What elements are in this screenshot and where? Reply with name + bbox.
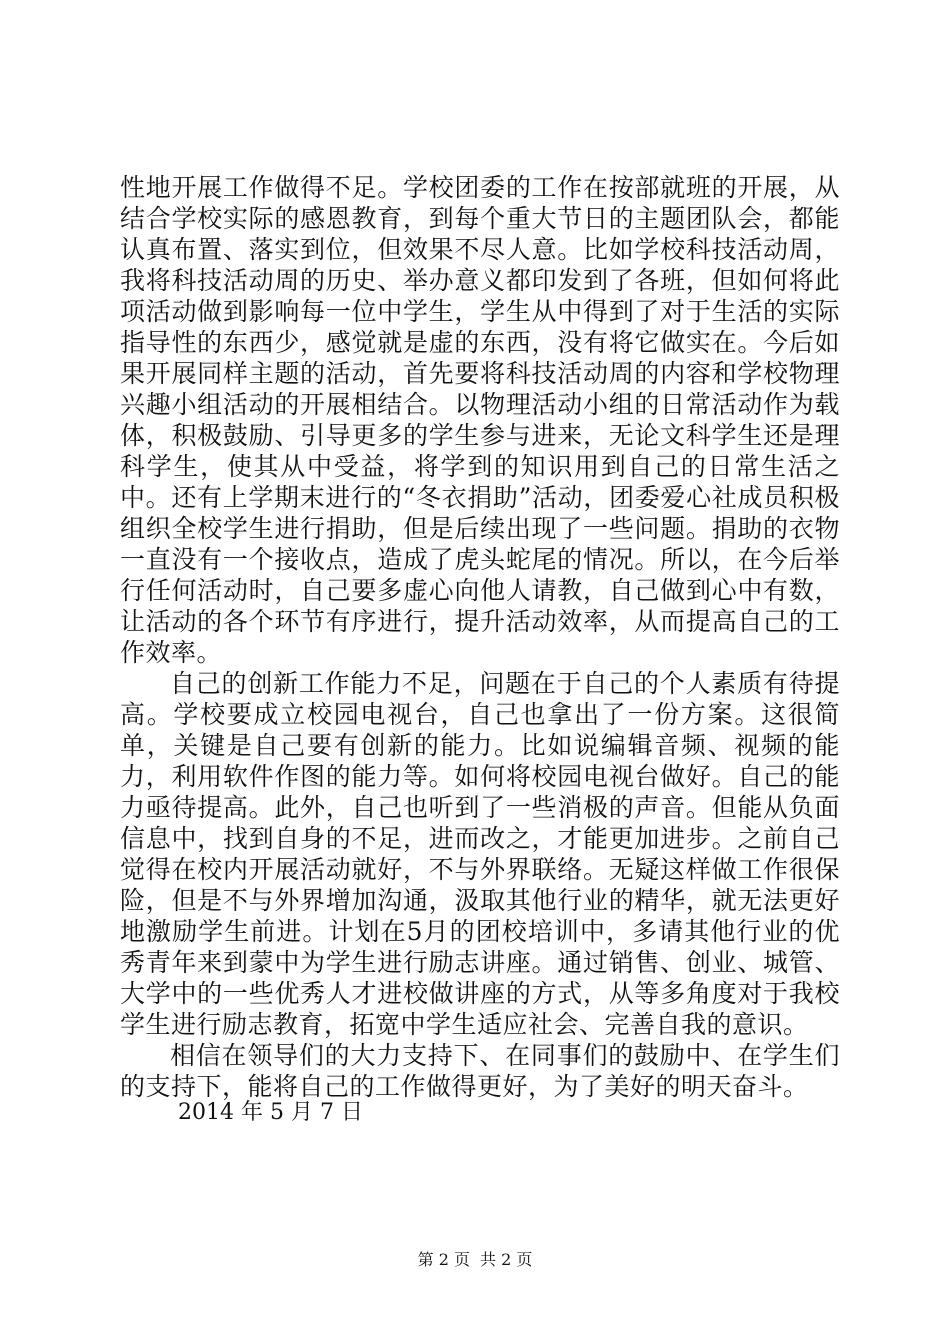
page-number: 第 2 页 bbox=[417, 1250, 470, 1269]
page-total: 共 2 页 bbox=[480, 1250, 533, 1269]
document-body bbox=[120, 172, 840, 1102]
page-footer bbox=[0, 1249, 950, 1271]
paragraph-continued: 性地开展工作做得不足。学校团委的工作在按部就班的开展，从结合学校实际的感恩教育，到每个重大节日的主题团队会，都能认真布置、落实到位，但效果不尽人意。比如学校科技活动周，我将科技活动周的历史、举办意义都印发到了各班，但如何将此项活动做到影响每一位中学生，学生从中得到了对于生活的实际指导性的东西少，感觉就是虚的东西，没有将它做实在。今后如果开展同样主题的活动，首先要将科技活动周的内容和学校物理兴趣小组活动的开展相结合。以物理活动小组的日常活动作为载体，积极鼓励、引导更多的学生参与进来，无论文科学生还是理科学生，使其从中受益，将学到的知识用到自己的日常生活之中。还有上学期末进行的“冬衣捐助”活动，团委爱心社成员积极组织全校学生进行捐助，但是后续出现了一些问题。捐助的衣物一直没有一个接收点，造成了虎头蛇尾的情况。所以，在今后举行任何活动时，自己要多虚心向他人请教，自己做到心中有数，让活动的各个环节有序进行，提升活动效率，从而提高自己的工作效率。 bbox=[120, 173, 840, 667]
paragraph-innovation: 自己的创新工作能力不足，问题在于自己的个人素质有待提高。学校要成立校园电视台，自己也拿出了一份方案。这很简单，关键是自己要有创新的能力。比如说编辑音频、视频的能力，利用软件作图的能力等。如何将校园电视台做好。自己的能力亟待提高。此外，自己也听到了一些消极的声音。但能从负面信息中，找到自身的不足，进而改之，才能更加进步。之前自己觉得在校内开展活动就好，不与外界联络。无疑这样做工作很保险，但是不与外界增加沟通，汲取其他行业的精华，就无法更好地激励学生前进。计划在5月的团校培训中，多请其他行业的优秀青年来到蒙中为学生进行励志讲座。通过销售、创业、城管、大学中的一些优秀人才进校做讲座的方式，从等多角度对于我校学生进行励志教育，拓宽中学生适应社会、完善自我的意识。 bbox=[120, 669, 840, 1039]
document-date: 2014 年 5 月 7 日 bbox=[178, 1100, 363, 1125]
paragraph-closing: 相信在领导们的大力支持下、在同事们的鼓励中、在学生们的支持下，能将自己的工作做得更好，为了美好的明天奋斗。 bbox=[120, 1041, 840, 1101]
